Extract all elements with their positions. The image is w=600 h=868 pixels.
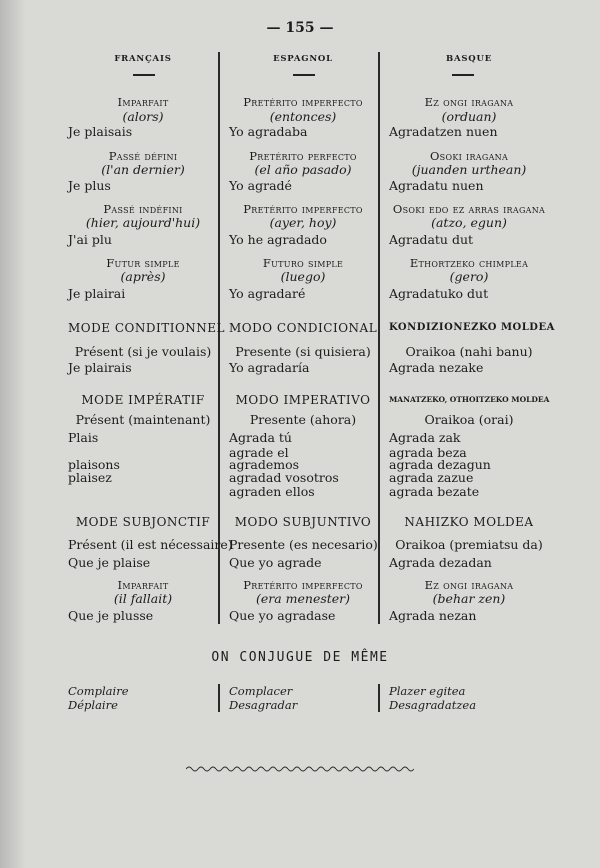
table-row	[0, 514, 600, 530]
cell-espagnol: MODO CONDICIONAL	[229, 321, 378, 335]
table-row	[0, 360, 600, 376]
cell-francais: Je plaisais	[68, 124, 133, 139]
table-row	[0, 555, 600, 571]
cell-francais: Je plairai	[68, 286, 126, 301]
cell-basque: (juanden urthean)	[411, 162, 527, 177]
table-row	[0, 537, 600, 553]
cell-francais: Présent (maintenant)	[75, 412, 211, 427]
cell-espagnol: Que yo agradase	[229, 608, 336, 623]
table-row	[0, 178, 600, 194]
cell-francais: Futur simple	[106, 256, 180, 270]
header-espagnol: ESPAGNOL	[273, 54, 333, 64]
page-number: — 155 —	[266, 20, 334, 36]
cell-francais: Que je plusse	[68, 608, 154, 623]
table-row	[0, 162, 600, 178]
verb-eu: Desagradatzea	[389, 698, 477, 712]
cell-espagnol: agraden ellos	[229, 484, 315, 499]
cell-basque: Oraikoa (orai)	[424, 412, 514, 427]
cell-francais: (hier, aujourd'hui)	[85, 215, 201, 230]
cell-francais: (alors)	[122, 109, 164, 124]
cell-espagnol: (era menester)	[255, 591, 351, 606]
cell-basque: MANATZEKO, OTHOITZEKO MOLDEA	[389, 395, 550, 404]
verb-fr: Complaire	[68, 684, 129, 698]
cell-espagnol: Pretérito imperfecto	[243, 578, 363, 592]
cell-francais: Présent (il est nécessaire)	[68, 537, 233, 552]
cell-espagnol: Pretérito perfecto	[249, 149, 357, 163]
header-basque: BASQUE	[445, 54, 492, 64]
cell-espagnol: (el año pasado)	[254, 162, 352, 177]
cell-espagnol: Futuro simple	[262, 256, 344, 270]
cell-francais: (il fallait)	[113, 591, 173, 606]
cell-francais: Imparfait	[117, 578, 169, 592]
table-row	[0, 124, 600, 140]
table-row	[0, 591, 600, 607]
verb-fr: Déplaire	[68, 698, 118, 712]
cell-francais: Je plus	[68, 178, 111, 193]
cell-espagnol: agradad vosotros	[229, 470, 339, 485]
same-row	[0, 697, 600, 713]
cell-espagnol: Yo he agradado	[229, 232, 327, 247]
cell-basque: agrada zazue	[389, 470, 474, 485]
cell-espagnol: (ayer, hoy)	[269, 215, 337, 230]
cell-espagnol: Presente (ahora)	[249, 412, 357, 427]
cell-francais: J'ai plu	[68, 232, 112, 247]
cell-francais: Passé indéfini	[103, 202, 183, 216]
cell-basque: KONDIZIONEZKO MOLDEA	[389, 322, 555, 333]
header-rule	[452, 74, 474, 76]
cell-basque: (orduan)	[441, 109, 497, 124]
cell-espagnol: Presente (es necesario)	[229, 537, 378, 552]
cell-basque: Oraikoa (premiatsu da)	[395, 537, 543, 552]
cell-basque: Agrada dezadan	[389, 555, 492, 570]
column-headers	[0, 51, 600, 67]
table-row	[0, 109, 600, 125]
cell-espagnol: (entonces)	[269, 109, 337, 124]
table-row	[0, 232, 600, 248]
cell-basque: Oraikoa (nahi banu)	[405, 344, 533, 359]
cell-basque: Agrada nezake	[389, 360, 484, 375]
cell-basque: agrada dezagun	[389, 457, 491, 472]
cell-basque: Osoki iragana	[429, 149, 509, 163]
cell-basque: Ez ongi iragana	[424, 578, 514, 592]
cell-basque: Ez ongi iragana	[424, 95, 514, 109]
wavy-ornament	[186, 764, 414, 774]
cell-espagnol: Que yo agrade	[229, 555, 322, 570]
cell-francais: plaisons	[68, 457, 120, 472]
table-row	[0, 392, 600, 408]
cell-basque: Agradatu nuen	[389, 178, 484, 193]
cell-espagnol: MODO IMPERATIVO	[235, 393, 371, 407]
conjugue-title: ON CONJUGUE DE MÊME	[211, 650, 389, 665]
cell-espagnol: Yo agradaría	[229, 360, 310, 375]
cell-francais: Que je plaise	[68, 555, 151, 570]
table-row	[0, 608, 600, 624]
cell-espagnol: agrade el	[229, 445, 289, 460]
cell-basque: Agrada zak	[389, 430, 461, 445]
table-row	[0, 215, 600, 231]
cell-espagnol: Pretérito imperfecto	[243, 95, 363, 109]
verb-eu: Plazer egitea	[389, 684, 466, 698]
cell-espagnol: Yo agradaba	[229, 124, 308, 139]
cell-espagnol: agrademos	[229, 457, 300, 472]
cell-basque: Agradatuko dut	[389, 286, 489, 301]
cell-basque: Ethortzeko chimplea	[409, 256, 529, 270]
cell-basque: (gero)	[449, 269, 489, 284]
cell-francais: (l'an dernier)	[101, 162, 185, 177]
cell-espagnol: Agrada tú	[229, 430, 292, 445]
table-row	[0, 94, 600, 110]
cell-basque: (behar zen)	[432, 591, 506, 606]
verb-es: Complacer	[229, 684, 293, 698]
cell-espagnol: Yo agradaré	[229, 286, 306, 301]
cell-basque: Agradatzen nuen	[389, 124, 498, 139]
table-row	[0, 344, 600, 360]
cell-francais: Je plairais	[68, 360, 132, 375]
cell-francais: Imparfait	[117, 95, 169, 109]
cell-basque: agrada beza	[389, 445, 467, 460]
cell-francais: Passé défini	[108, 149, 178, 163]
cell-basque: Agradatu dut	[389, 232, 474, 247]
table-row	[0, 269, 600, 285]
cell-basque: NAHIZKO MOLDEA	[404, 515, 534, 529]
table-row	[0, 430, 600, 446]
header-rule	[133, 74, 155, 76]
cell-espagnol: Presente (si quisiera)	[235, 344, 371, 359]
cell-basque: agrada bezate	[389, 484, 480, 499]
cell-espagnol: Yo agradé	[229, 178, 292, 193]
cell-francais: MODE SUBJONCTIF	[75, 515, 211, 529]
cell-francais: (après)	[120, 269, 166, 284]
table-row	[0, 412, 600, 428]
cell-basque: (atzo, egun)	[431, 215, 507, 230]
cell-espagnol: (luego)	[280, 269, 326, 284]
table-row	[0, 320, 600, 336]
cell-basque: Agrada nezan	[389, 608, 477, 623]
cell-francais: Plais	[68, 430, 99, 445]
cell-espagnol: MODO SUBJUNTIVO	[234, 515, 372, 529]
table-row	[0, 484, 600, 500]
verb-es: Desagradar	[229, 698, 298, 712]
cell-francais: MODE IMPÉRATIF	[81, 393, 205, 407]
header-rule	[293, 74, 315, 76]
header-francais: FRANÇAIS	[114, 54, 172, 64]
table-row	[0, 286, 600, 302]
cell-francais: plaisez	[68, 470, 112, 485]
cell-espagnol: Pretérito imperfecto	[243, 202, 363, 216]
cell-francais: Présent (si je voulais)	[74, 344, 212, 359]
cell-francais: MODE CONDITIONNEL	[68, 321, 226, 335]
cell-basque: Osoki edo ez arras iragana	[392, 202, 546, 216]
